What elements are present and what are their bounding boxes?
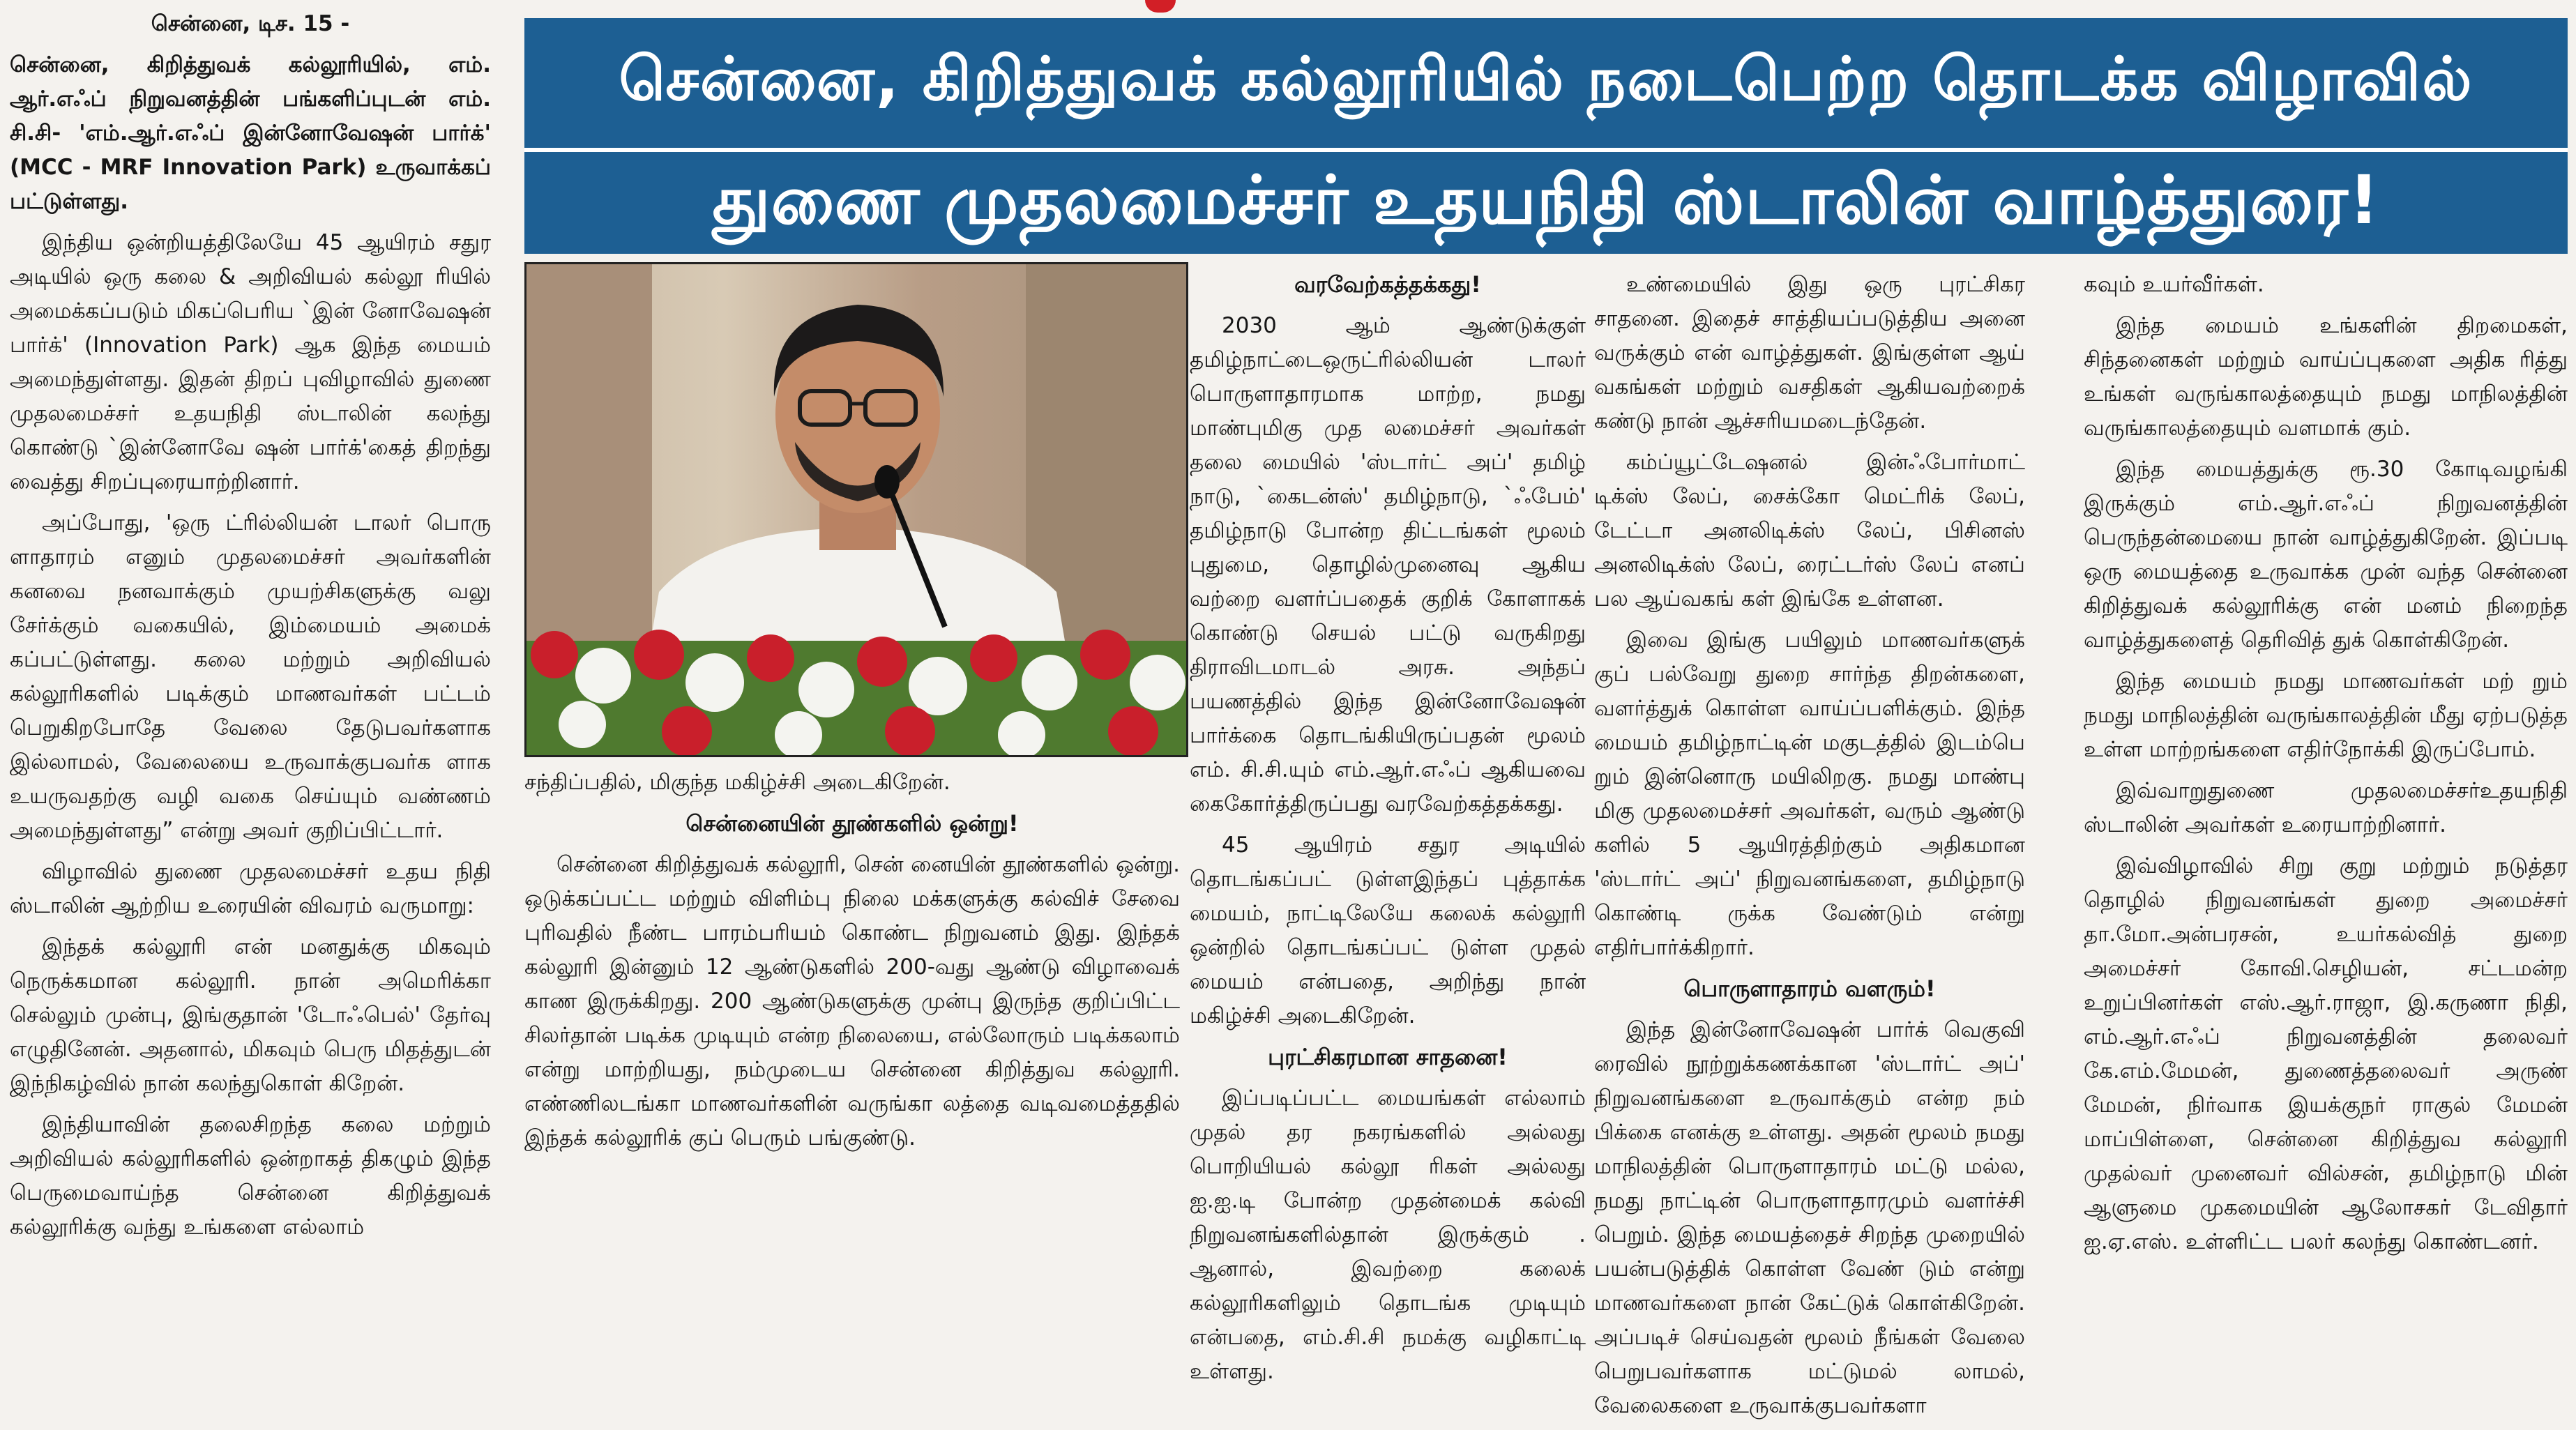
red-accent-mark — [1145, 0, 1176, 13]
microphone-head — [874, 465, 900, 499]
subheading: வரவேற்கத்தக்கது! — [1294, 271, 1481, 298]
paragraph: இப்படிப்பட்ட மையங்கள் எல்லாம் முதல் தர நகரங்களில் அல்லது பொறியியல் கல்லூ ரிகள் அல்லது ஐ.ஐ.டி போன்ற முதன்மைக் கல்வி நிறுவனங்களில்தான் இருக்கும் . ஆனால், இவற்றை கலைக் கல்லூரிகளிலும் தொடங்க முடியும் என்பதை, எம்.சி.சி நமக்கு வழிகாட்டி உள்ளது. — [1190, 1086, 1586, 1384]
subheading: சென்னையின் தூண்களில் ஒன்று! — [685, 810, 1019, 837]
paragraph: இவை இங்கு பயிலும் மாணவர்களுக் குப் பல்வேறு துறை சார்ந்த திறன்களை, வளர்த்துக் கொள்ள வாய்ப்பளிக்கும். இந்த மையம் தமிழ்நாட்டின் மகுடத்தில் இடம்பெ றும் இன்னொரு மயிலிறகு. நமது மாண்பு மிகு முதலமைச்சர் அவர்கள், வரும் ஆண்டு களில் 5 ஆயிரத்திற்கும் அதிகமான 'ஸ்டார்ட் அப்' நிறுவனங்களை, தமிழ்நாடு கொண்டி ருக்க வேண்டும் என்று எதிர்பார்க்கிறார். — [1594, 627, 2025, 960]
headline-line-1: சென்னை, கிறித்துவக் கல்லூரியில் நடைபெற்ற தொடக்க விழாவில் — [619, 44, 2473, 114]
article-column-1 — [10, 7, 491, 1252]
paragraph: அப்போது, 'ஒரு ட்ரில்லியன் டாலர் பொரு ளாதாரம் எனும் முதலமைச்சர் அவர்களின் கனவை நனவாக்கும் முயற்சிகளுக்கு வலு சேர்க்கும் வகையில், இம்மையம் அமைக் கப்பட்டுள்ளது. கலை மற்றும் அறிவியல் கல்லூரிகளில் படிக்கும் மாணவர்கள் பட்டம் பெறுகிறபோதே வேலை தேடுபவர்களாக இல்லாமல், வேலையை உருவாக்குபவர்க ளாக உயருவதற்கு வழி வகை செய்யும் வண்ணம் அமைந்துள்ளது” என்று அவர் குறிப்பிட்டார். — [10, 510, 491, 843]
paragraph: இந்த இன்னோவேஷன் பார்க் வெகுவி ரைவில் நூற்றுக்கணக்கான 'ஸ்டார்ட் அப்' நிறுவனங்களை உருவாக்கும் என்ற நம் பிக்கை எனக்கு உள்ளது. அதன் மூலம் நமது மாநிலத்தின் பொருளாதாரம் மட்டு மல்ல, நமது நாட்டின் பொருளாதாரமும் வளர்ச்சி பெறும். இந்த மையத்தைச் சிறந்த முறையில் பயன்படுத்திக் கொள்ள வேண் டும் என்று மாணவர்களை நான் கேட்டுக் கொள்கிறேன். அப்படிச் செய்வதன் மூலம் நீங்கள் வேலை பெறுபவர்களாக மட்டுமல் லாமல், வேலைகளை உருவாக்குபவர்களா — [1594, 1017, 2025, 1418]
paragraph: இந்த மையம் உங்களின் திறமைகள், சிந்தனைகள் மற்றும் வாய்ப்புகளை அதிக ரித்து உங்கள் வருங்காலத்தையும் நமது மாநிலத்தின் வருங்காலத்தையும் வளமாக் கும். — [2084, 313, 2568, 441]
paragraph: கவும் உயர்வீர்கள். — [2084, 272, 2264, 297]
paragraph: சென்னை கிறித்துவக் கல்லூரி, சென் னையின் தூண்களில் ஒன்று. ஒடுக்கப்பட்ட மற்றும் விளிம்பு நிலை மக்களுக்கு கல்விச் சேவை புரிவதில் நீண்ட பாரம்பரியம் கொண்ட நிறுவனம் இது. இந்தக் கல்லூரி இன்னும் 12 ஆண்டுகளில் 200-வது ஆண்டு விழாவைக் காண இருக்கிறது. 200 ஆண்டுகளுக்கு முன்பு இருந்த குறிப்பிட்ட சிலர்தான் படிக்க முடியும் என்ற நிலையை, எல்லோரும் படிக்கலாம் என்று மாற்றியது, நம்முடைய சென்னை கிறித்துவ கல்லூரி. எண்ணிலடங்கா மாணவர்களின் வருங்கா லத்தை வடிவமைத்ததில் இந்தக் கல்லூரிக் குப் பெரும் பங்குண்டு. — [524, 852, 1180, 1150]
paragraph: இவ்வாறுதுணை முதலமைச்சர்உதயநிதி ஸ்டாலின் அவர்கள் உரையாற்றினார். — [2084, 778, 2568, 837]
subheading: புரட்சிகரமான சாதனை! — [1268, 1044, 1508, 1070]
headline-banner — [524, 18, 2568, 254]
paragraph: 2030 ஆம் ஆண்டுக்குள் தமிழ்நாட்டைஒருட்ரில்லியன் டாலர் பொருளாதாரமாக மாற்ற, நமது மாண்புமிகு முத லமைச்சர் அவர்கள் தலை மையில் 'ஸ்டார்ட் அப்' தமிழ் நாடு, `கைடன்ஸ்' தமிழ்நாடு, `ஃபேம்' தமிழ்நாடு போன்ற திட்டங்கள் மூலம் புதுமை, தொழில்முனைவு ஆகிய வற்றை வளர்ப்பதைக் குறிக் கோளாகக் கொண்டு செயல் பட்டு வருகிறது திராவிடமாடல் அரசு. அந்தப் பயணத்தில் இந்த இன்னோவேஷன் பார்க்கை தொடங்கியிருப்பதன் மூலம் எம். சி.சி.யும் எம்.ஆர்.எஃப் ஆகியவை கைகோர்த்திருப்பது வரவேற்கத்தக்கது. — [1190, 313, 1586, 816]
headline-line-2: துணை முதலமைச்சர் உதயநிதி ஸ்டாலின் வாழ்த்துரை! — [712, 160, 2380, 239]
article-column-3 — [1190, 268, 1586, 1396]
paragraph: சந்திப்பதில், மிகுந்த மகிழ்ச்சி அடைகிறேன். — [524, 770, 950, 795]
paragraph: 45 ஆயிரம் சதுர அடியில் தொடங்கப்பட் டுள்ளஇந்தப் புத்தாக்க மையம், நாட்டிலேயே கலைக் கல்லூரி ஒன்றில் தொடங்கப்பட் டுள்ள முதல் மையம் என்பதை, அறிந்து நான் மகிழ்ச்சி அடைகிறேன். — [1190, 832, 1586, 1028]
article-column-5 — [2084, 268, 2568, 1266]
paragraph: இந்திய ஒன்றியத்திலேயே 45 ஆயிரம் சதுர அடியில் ஒரு கலை & அறிவியல் கல்லூ ரியில் அமைக்கப்படும் மிகப்பெரிய `இன் னோவேஷன் பார்க்' (Innovation Park) ஆக இந்த மையம் அமைந்துள்ளது. இதன் திறப் புவிழாவில் துணை முதலமைச்சர் உதயநிதி ஸ்டாலின் கலந்து கொண்டு `இன்னோவே ஷன் பார்க்'கைத் திறந்து வைத்து சிறப்புரையாற்றினார். — [10, 230, 491, 494]
lead-paragraph: சென்னை, கிறித்துவக் கல்லூரியில், எம். ஆர்.எஃப் நிறுவனத்தின் பங்களிப்புடன் எம். சி.சி- 'எம்.ஆர்.எஃப் இன்னோவேஷன் பார்க்' (MCC - MRF Innovation Park) உருவாக்கப் பட்டுள்ளது. — [10, 52, 491, 214]
paragraph: கம்ப்யூட்டேஷனல் இன்ஃபோர்மாட் டிக்ஸ் லேப், சைக்கோ மெட்ரிக் லேப், டேட்டா அனலிடிக்ஸ் லேப், பிசினஸ் அனலிடிக்ஸ் லேப், ரைட்டர்ஸ் லேப் எனப் பல ஆய்வகங் கள் இங்கே உள்ளன. — [1594, 450, 2025, 611]
paragraph: இந்தியாவின் தலைசிறந்த கலை மற்றும் அறிவியல் கல்லூரிகளில் ஒன்றாகத் திகழும் இந்த பெருமைவாய்ந்த சென்னை கிறித்துவக் கல்லூரிக்கு வந்து உங்களை எல்லாம் — [10, 1112, 491, 1240]
paragraph: இவ்விழாவில் சிறு குறு மற்றும் நடுத்தர தொழில் நிறுவனங்கள் துறை அமைச்சர் தா.மோ.அன்பரசன், உயர்கல்வித் துறை அமைச்சர் கோவி.செழியன், சட்டமன்ற உறுப்பினர்கள் எஸ்.ஆர்.ராஜா, இ.கருணா நிதி, எம்.ஆர்.எஃப் நிறுவனத்தின் தலைவர் கே.எம்.மேமன், துணைத்தலைவர் அருண் மேமன், நிர்வாக இயக்குநர் ராகுல் மேமன் மாப்பிள்ளை, சென்னை கிறித்துவ கல்லூரி முதல்வர் முனைவர் வில்சன், தமிழ்நாடு மின் ஆளுமை முகமையின் ஆலோசகர் டேவிதார் ஐ.ஏ.எஸ். உள்ளிட்ட பலர் கலந்து கொண்டனர். — [2084, 853, 2568, 1254]
dateline — [10, 7, 491, 41]
paragraph: இந்த மையத்துக்கு ரூ.30 கோடிவழங்கி இருக்கும் எம்.ஆர்.எஃப் நிறுவனத்தின் பெருந்தன்மையை நான் வாழ்த்துகிறேன். இப்படி ஒரு மையத்தை உருவாக்க முன் வந்த சென்னை கிறித்துவக் கல்லூரிக்கு என் மனம் நிறைந்த வாழ்த்துகளைத் தெரிவித் துக் கொள்கிறேன். — [2084, 457, 2568, 653]
paragraph: விழாவில் துணை முதலமைச்சர் உதய நிதி ஸ்டாலின் ஆற்றிய உரையின் விவரம் வருமாறு: — [10, 859, 491, 918]
speaker-illustration — [526, 264, 1186, 755]
paragraph: உண்மையில் இது ஒரு புரட்சிகர சாதனை. இதைச் சாத்தியப்படுத்திய அனை வருக்கும் என் வாழ்த்துகள். இங்குள்ள ஆய் வகங்கள் மற்றும் வசதிகள் ஆகியவற்றைக் கண்டு நான் ஆச்சரியமடைந்தேன். — [1594, 272, 2025, 434]
subheading: பொருளாதாரம் வளரும்! — [1683, 975, 1936, 1002]
dateline-date: சென்னை, டிச. 15 - — [151, 11, 350, 36]
article-column-2 — [524, 766, 1180, 1162]
paragraph: இந்த மையம் நமது மாணவர்கள் மற் றும் நமது மாநிலத்தின் வருங்காலத்தின் மீது ஏற்படுத்த உள்ள மாற்றங்களை எதிர்நோக்கி இருப்போம். — [2084, 669, 2568, 762]
headline-divider — [524, 148, 2568, 152]
paragraph: இந்தக் கல்லூரி என் மனதுக்கு மிகவும் நெருக்கமான கல்லூரி. நான் அமெரிக்கா செல்லும் முன்பு, இங்குதான் 'டோஃபெல்' தேர்வு எழுதினேன். அதனால், மிகவும் பெரு மிதத்துடன் இந்நிகழ்வில் நான் கலந்துகொள் கிறேன். — [10, 934, 491, 1096]
speaker-photo — [524, 262, 1188, 757]
article-column-4 — [1594, 268, 2025, 1430]
